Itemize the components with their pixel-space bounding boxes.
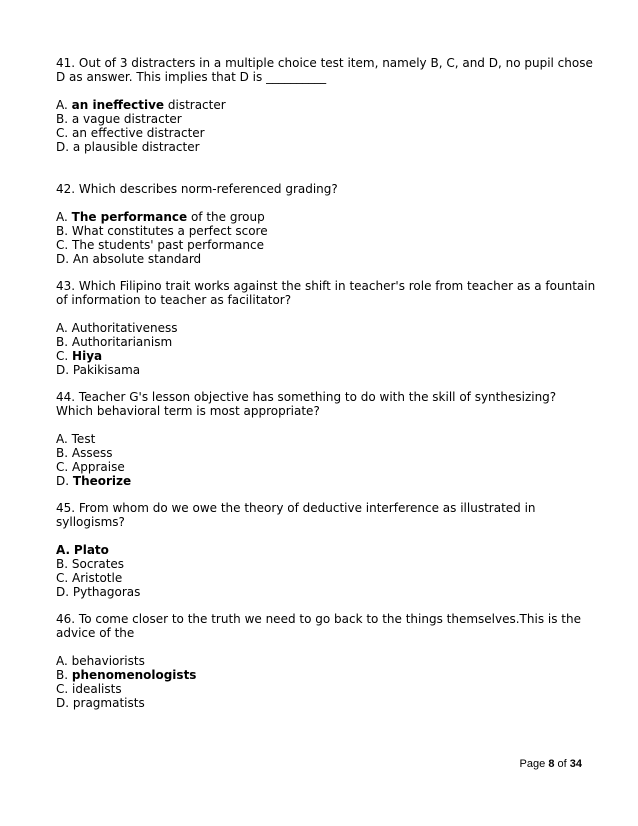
question-42 [56,182,596,266]
option-letter: B. [56,668,69,682]
option-text: Test [71,432,96,446]
option-c [56,682,596,696]
option-letter: C. [56,682,69,696]
option-b [56,112,596,126]
option-letter: B. [56,335,69,349]
option-text: idealists [72,682,122,696]
option-text: Aristotle [72,571,123,585]
option-d [56,252,596,266]
option-letter: D. [56,252,70,266]
option-letter: C. [56,238,69,252]
option-c [56,349,596,363]
option-text: What constitutes a perfect score [71,224,268,238]
option-text: Assess [71,446,113,460]
option-letter: D. [56,140,70,154]
option-letter: A. [56,543,71,557]
option-letter: C. [56,460,69,474]
option-letter: C. [56,571,69,585]
option-letter: A. [56,210,68,224]
option-text: pragmatists [72,696,145,710]
option-letter: D. [56,585,70,599]
answer-emphasis: an ineffective [71,98,165,112]
option-c [56,571,596,585]
option-letter: C. [56,349,69,363]
option-letter: B. [56,112,69,126]
answer-emphasis: The performance [71,210,188,224]
option-b [56,224,596,238]
option-text: An absolute standard [72,252,202,266]
option-text: an effective distracter [72,126,205,140]
question-stem: 42. Which describes norm-referenced grading? [56,182,338,196]
question-41 [56,56,596,154]
option-d [56,140,596,154]
option-text: of the group [187,210,265,224]
answer-emphasis: Theorize [72,474,132,488]
option-a [56,210,596,224]
option-text: The students' past performance [72,238,264,252]
option-text: Socrates [71,557,125,571]
option-letter: C. [56,126,69,140]
option-letter: B. [56,557,69,571]
option-text: a plausible distracter [72,140,200,154]
option-letter: D. [56,363,70,377]
option-c [56,238,596,252]
option-text: Authoritarianism [71,335,173,349]
option-d [56,696,596,710]
option-a [56,321,596,335]
answer-emphasis: phenomenologists [71,668,197,682]
question-43 [56,279,596,377]
option-text: Authoritativeness [71,321,178,335]
question-stem: 45. From whom do we owe the theory of deductive interference as illustrated in syllogisms? [56,501,536,529]
option-d [56,474,596,488]
option-letter: B. [56,446,69,460]
answer-emphasis: Plato [73,543,109,557]
option-text: Appraise [72,460,125,474]
option-letter: D. [56,696,70,710]
answer-emphasis: Hiya [72,349,103,363]
option-c [56,460,596,474]
option-text: behaviorists [71,654,145,668]
option-letter: A. [56,432,68,446]
page-footer [520,758,582,770]
option-letter: A. [56,321,68,335]
total-pages: 34 [569,758,582,770]
option-letter: B. [56,224,69,238]
option-letter: A. [56,98,68,112]
option-d [56,585,596,599]
option-letter: A. [56,654,68,668]
question-stem: 43. Which Filipino trait works against the shift in teacher's role from teacher as a fountain of information to teacher as facilitator? [56,279,596,307]
option-c [56,126,596,140]
option-a [56,432,596,446]
option-text: Pythagoras [72,585,141,599]
of-word: of [557,758,567,770]
option-text: Pakikisama [72,363,141,377]
question-46 [56,612,596,710]
current-page: 8 [548,758,555,770]
option-text: distracter [164,98,226,112]
question-stem: 41. Out of 3 distracters in a multiple choice test item, namely B, C, and D, no pupil chose D as answer. This implies that D is __________ [56,56,593,84]
option-a [56,543,596,557]
question-stem: 46. To come closer to the truth we need to go back to the things themselves.This is the advice of the [56,612,581,640]
page-word: Page [519,758,546,770]
document-page [56,56,596,710]
option-b [56,335,596,349]
question-45 [56,501,596,599]
option-d [56,363,596,377]
option-b [56,668,596,682]
option-text: a vague distracter [71,112,182,126]
question-44 [56,390,596,488]
option-b [56,557,596,571]
option-b [56,446,596,460]
option-letter: D. [56,474,70,488]
question-stem: 44. Teacher G's lesson objective has something to do with the skill of synthesizing? Which behavioral term is most appropriate? [56,390,557,418]
option-a [56,98,596,112]
option-a [56,654,596,668]
